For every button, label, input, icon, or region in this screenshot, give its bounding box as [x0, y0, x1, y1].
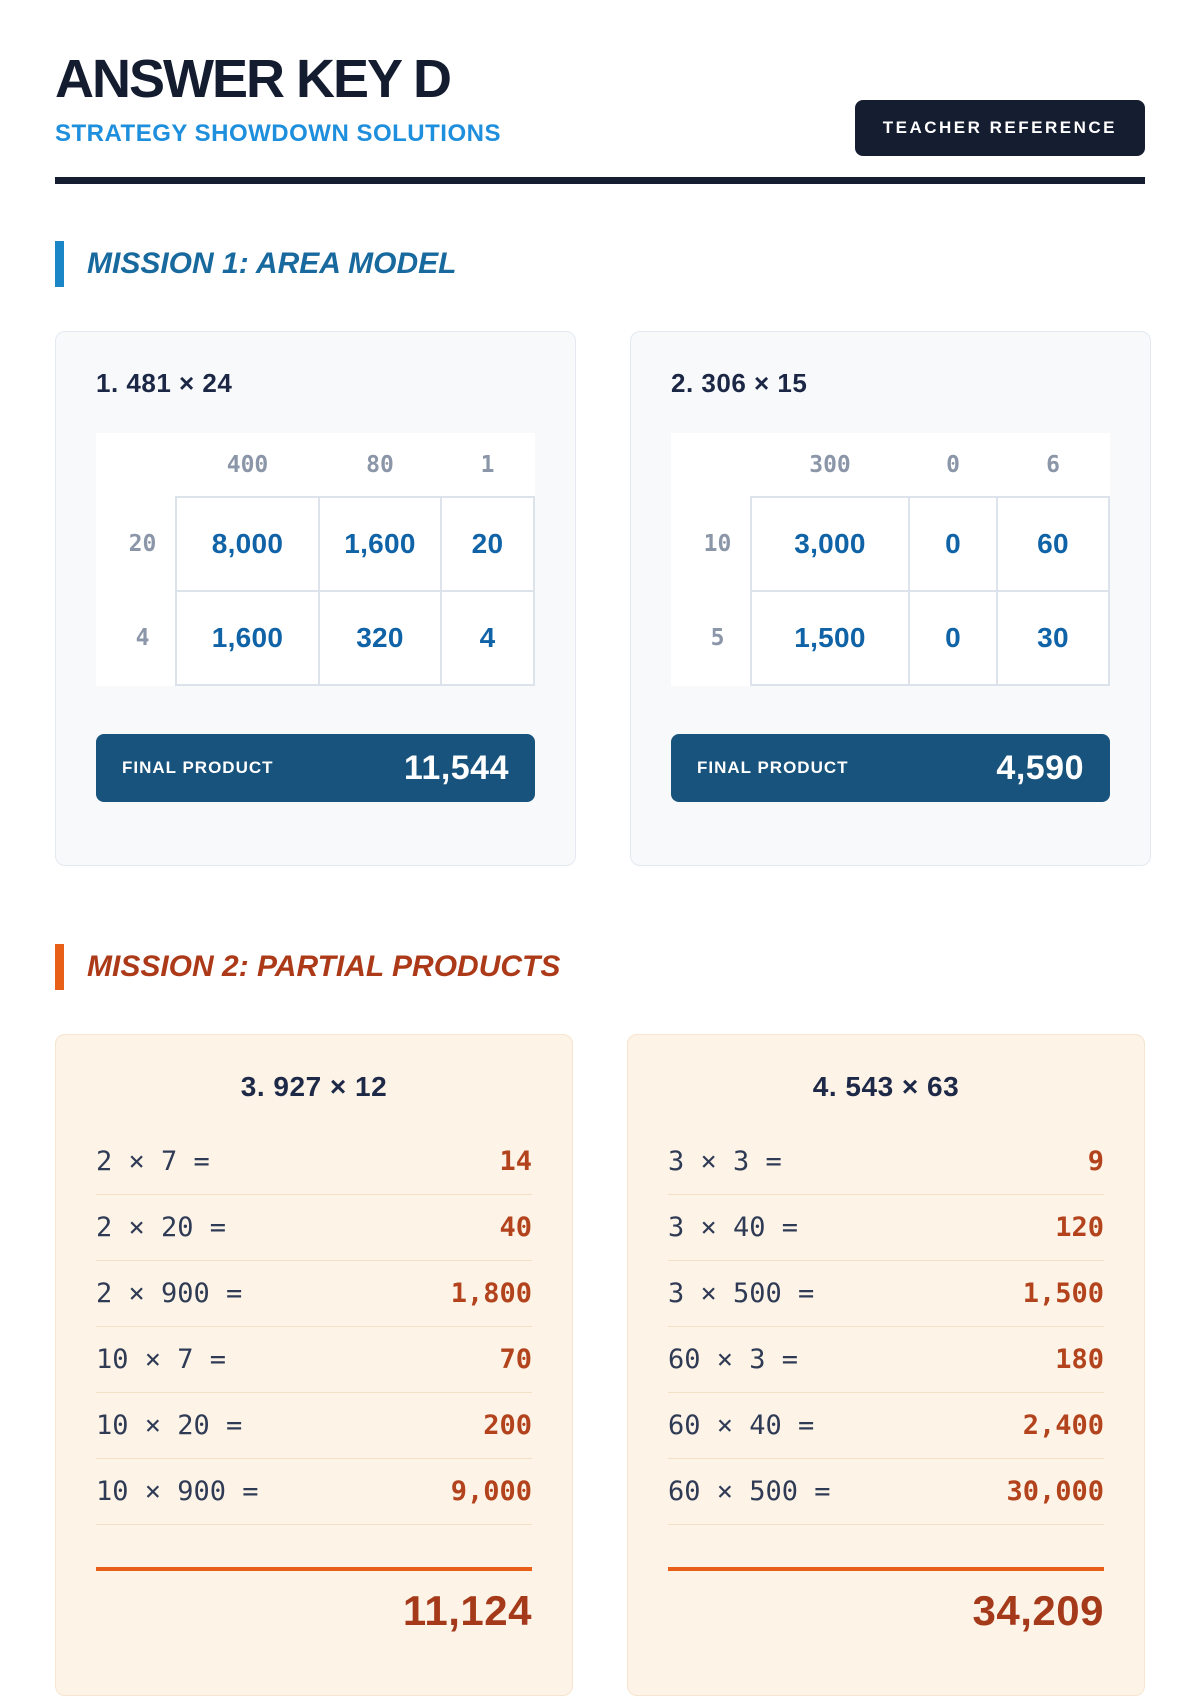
partial-products-card-4: [627, 1034, 1145, 1696]
grid-cell: 0: [909, 497, 997, 591]
expression: 2 × 20 =: [96, 1212, 227, 1244]
result: 9,000: [450, 1476, 532, 1508]
total-value: 34,209: [972, 1587, 1104, 1635]
grid-col-header: 1: [480, 451, 495, 478]
final-product-value: 4,590: [996, 748, 1084, 787]
partial-product-row: [668, 1327, 1104, 1393]
page-subtitle: STRATEGY SHOWDOWN SOLUTIONS: [55, 120, 501, 148]
grid-data-row: [96, 497, 534, 591]
partial-product-row: [96, 1459, 532, 1525]
total-block: [668, 1567, 1104, 1635]
grid-data-row: [671, 497, 1109, 591]
area-model-grid-2: [671, 433, 1110, 686]
result: 14: [499, 1146, 532, 1178]
expression: 2 × 900 =: [96, 1278, 243, 1310]
grid-header-row: [671, 433, 1109, 497]
partial-product-row: [668, 1393, 1104, 1459]
expression: 10 × 900 =: [96, 1476, 259, 1508]
result: 1,800: [450, 1278, 532, 1310]
grid-data-row: [671, 591, 1109, 685]
result: 2,400: [1022, 1410, 1104, 1442]
partial-product-row: [668, 1459, 1104, 1525]
grid-cell: 60: [997, 497, 1109, 591]
document-header: [55, 49, 1145, 148]
expression: 3 × 3 =: [668, 1146, 782, 1178]
partial-product-row: [668, 1195, 1104, 1261]
result: 120: [1055, 1212, 1104, 1244]
grid-cell: 320: [319, 591, 441, 685]
header-divider: [55, 177, 1145, 184]
grid-col-header: 400: [226, 451, 269, 478]
mission1-cards: [55, 331, 1145, 866]
result: 9: [1087, 1146, 1104, 1178]
mission1-heading: [55, 241, 1145, 287]
grid-corner: [671, 433, 751, 497]
partial-product-row: [96, 1195, 532, 1261]
final-product-bar-2: [671, 734, 1110, 802]
partial-product-row: [96, 1261, 532, 1327]
grid-col-header: 300: [809, 451, 851, 478]
partial-product-row: [668, 1261, 1104, 1327]
area-model-card-1: [55, 331, 576, 866]
grid-cell: 1,600: [319, 497, 441, 591]
partial-product-row: [668, 1129, 1104, 1195]
mission1-accent-bar: [55, 241, 64, 287]
partial-product-row: [96, 1129, 532, 1195]
mission2-cards: [55, 1034, 1145, 1696]
grid-cell: 4: [441, 591, 534, 685]
final-product-label: FINAL PRODUCT: [122, 758, 274, 778]
partial-product-row: [96, 1393, 532, 1459]
grid-cell: 20: [441, 497, 534, 591]
grid-corner: [96, 433, 176, 497]
expression: 2 × 7 =: [96, 1146, 210, 1178]
result: 1,500: [1022, 1278, 1104, 1310]
expression: 60 × 3 =: [668, 1344, 799, 1376]
partial-product-row: [96, 1327, 532, 1393]
total-block: [96, 1567, 532, 1635]
grid-cell: 3,000: [751, 497, 909, 591]
grid-cell: 1,500: [751, 591, 909, 685]
result: 30,000: [1006, 1476, 1104, 1508]
grid-cell: 8,000: [176, 497, 319, 591]
grid-row-header: 5: [710, 625, 725, 652]
problem-4-label: 4. 543 × 63: [812, 1071, 960, 1103]
expression: 10 × 7 =: [96, 1344, 227, 1376]
grid-col-header: 6: [1046, 451, 1060, 478]
grid-col-header: 0: [946, 451, 960, 478]
grid-row-header: 4: [135, 625, 150, 652]
result: 180: [1055, 1344, 1104, 1376]
final-product-bar-1: [96, 734, 535, 802]
area-model-grid-1: [96, 433, 535, 686]
final-product-value: 11,544: [403, 748, 509, 787]
expression: 3 × 500 =: [668, 1278, 815, 1310]
problem-1-label: 1. 481 × 24: [96, 368, 233, 399]
expression: 3 × 40 =: [668, 1212, 799, 1244]
mission1-title: MISSION 1: AREA MODEL: [87, 247, 457, 281]
problem-2-label: 2. 306 × 15: [671, 368, 808, 399]
expression: 60 × 40 =: [668, 1410, 815, 1442]
grid-data-row: [96, 591, 534, 685]
total-value: 11,124: [402, 1587, 532, 1635]
result: 70: [499, 1344, 532, 1376]
grid-cell: 30: [997, 591, 1109, 685]
result: 40: [499, 1212, 532, 1244]
area-model-card-2: [630, 331, 1151, 866]
grid-cell: 0: [909, 591, 997, 685]
grid-cell: 1,600: [176, 591, 319, 685]
expression: 10 × 20 =: [96, 1410, 243, 1442]
mission2-accent-bar: [55, 944, 64, 990]
expression: 60 × 500 =: [668, 1476, 831, 1508]
result: 200: [483, 1410, 532, 1442]
grid-row-header: 10: [703, 531, 732, 558]
problem-3-label: 3. 927 × 12: [240, 1071, 388, 1103]
grid-header-row: [96, 433, 534, 497]
final-product-label: FINAL PRODUCT: [697, 758, 849, 778]
partial-products-card-3: [55, 1034, 573, 1696]
teacher-reference-badge: TEACHER REFERENCE: [855, 100, 1145, 156]
mission2-heading: [55, 944, 1145, 990]
mission2-title: MISSION 2: PARTIAL PRODUCTS: [87, 950, 561, 984]
grid-row-header: 20: [128, 531, 157, 558]
grid-col-header: 80: [366, 451, 394, 478]
page-title: ANSWER KEY D: [55, 49, 451, 109]
